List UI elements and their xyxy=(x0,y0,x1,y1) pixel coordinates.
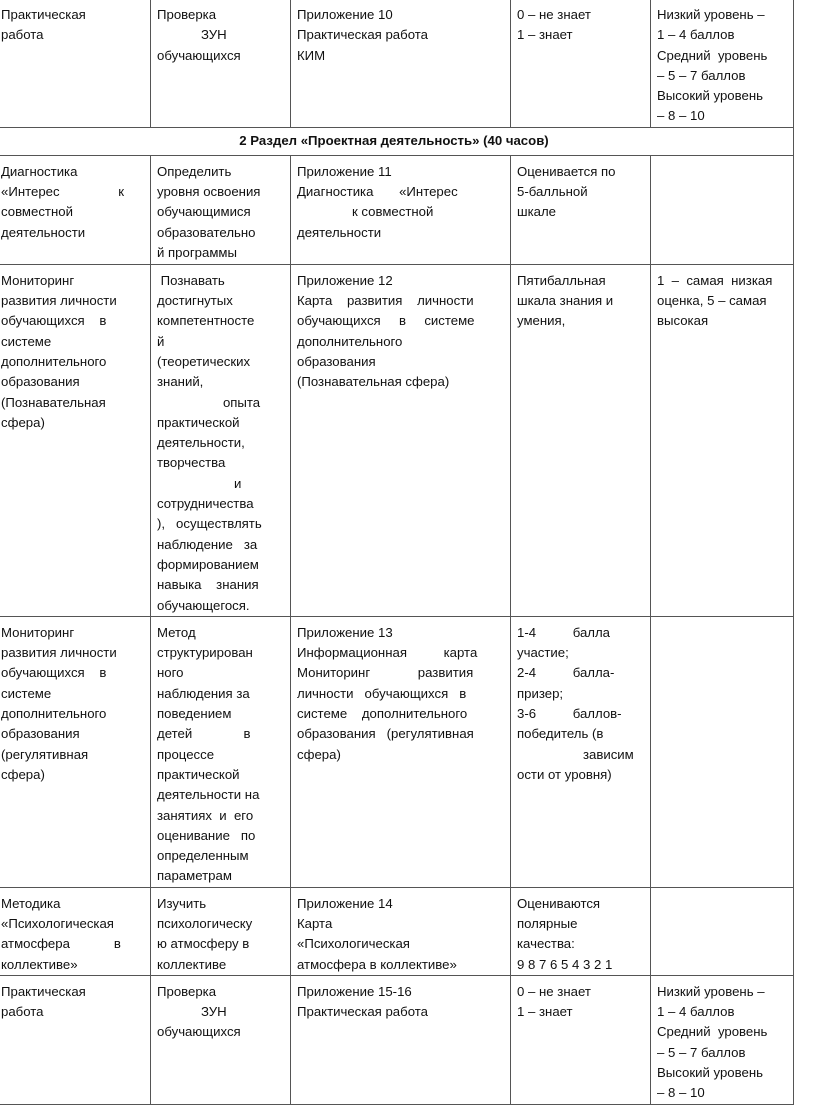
cell-topic xyxy=(0,887,151,975)
cell-text-line: обучающихся xyxy=(157,47,241,63)
cell-text-line: атмосфера в xyxy=(1,936,121,952)
table-row xyxy=(0,975,794,1104)
cell-text-line: Практическая xyxy=(1,7,86,22)
cell-text-line: Приложение 15-16 xyxy=(297,983,412,999)
cell-text-line: процессе xyxy=(157,746,215,762)
cell-text-line: победитель (в xyxy=(517,726,604,742)
cell-goal xyxy=(151,975,291,1104)
section-header-row xyxy=(0,127,794,155)
cell-scale xyxy=(511,264,651,616)
table-row xyxy=(0,0,794,127)
cell-text-line: обучающегося. xyxy=(157,597,250,613)
cell-text-line: знаний, xyxy=(157,374,204,390)
cell-text-line: высокая xyxy=(657,313,709,329)
cell-text-line: обучающимися xyxy=(157,204,251,220)
table-row xyxy=(0,616,794,887)
cell-text-line: Высокий уровень xyxy=(657,88,763,104)
cell-text-line: й xyxy=(157,333,165,349)
cell-text-line: обучающихся в xyxy=(1,313,107,329)
cell-text-line: (Познавательная сфера) xyxy=(297,374,450,390)
cell-text-line: Средний уровень xyxy=(657,47,768,63)
cell-text-line: – 5 – 7 баллов xyxy=(657,1044,746,1060)
cell-text-line: творчества xyxy=(157,455,226,471)
cell-text-line: наблюдение за xyxy=(157,536,258,552)
table-row xyxy=(0,264,794,616)
cell-text-line: развития личности xyxy=(1,645,117,661)
cell-text-line: Метод xyxy=(157,624,196,640)
cell-text-line: – 8 – 10 xyxy=(657,108,705,124)
cell-appendix xyxy=(291,616,511,887)
cell-text-line: к совместной xyxy=(297,204,434,220)
cell-text-line: 0 – не знает xyxy=(517,7,591,22)
cell-text-line: (регулятивная xyxy=(1,746,89,762)
cell-text-line: образования xyxy=(1,726,80,742)
cell-text-line: – 8 – 10 xyxy=(657,1085,705,1101)
cell-text-line: «Интерес к xyxy=(1,184,124,200)
cell-text-line: образования xyxy=(297,353,376,369)
cell-text-line: Практическая работа xyxy=(297,27,428,43)
cell-text-line: атмосфера в коллективе» xyxy=(297,956,457,972)
cell-text-line: Низкий уровень – xyxy=(657,983,765,999)
cell-text-line: Оценивается по xyxy=(517,163,616,179)
cell-text-line: Оцениваются xyxy=(517,895,601,911)
cell-text-line: Практическая xyxy=(1,983,86,999)
cell-text-line: образования xyxy=(1,374,80,390)
section-title: 2 Раздел «Проектная деятельность» (40 часов) xyxy=(0,127,794,155)
cell-text-line: детей в xyxy=(157,726,251,742)
cell-text-line: Приложение 10 xyxy=(297,7,393,22)
cell-scale xyxy=(511,616,651,887)
cell-appendix xyxy=(291,155,511,264)
cell-text-line: призер; xyxy=(517,685,564,701)
cell-text-line: 1 – 4 баллов xyxy=(657,1004,735,1020)
cell-text-line: полярные xyxy=(517,915,578,931)
cell-text-line: сфера) xyxy=(297,746,341,762)
cell-text-line: Приложение 11 xyxy=(297,163,392,179)
cell-text-line: дополнительного xyxy=(297,333,403,349)
cell-text-line: качества: xyxy=(517,936,575,952)
cell-text-line: навыка знания xyxy=(157,577,259,593)
cell-text-line: й программы xyxy=(157,244,237,260)
cell-text-line: наблюдения за xyxy=(157,685,250,701)
cell-text-line: системе xyxy=(1,333,52,349)
cell-text-line: Приложение 14 xyxy=(297,895,393,911)
cell-text-line: поведением xyxy=(157,706,232,722)
cell-text-line: Высокий уровень xyxy=(657,1065,763,1081)
cell-levels xyxy=(651,616,794,887)
cell-text-line: 9 8 7 6 5 4 3 2 1 xyxy=(517,956,613,972)
cell-text-line: сотрудничества xyxy=(157,496,254,512)
cell-text-line: работа xyxy=(1,27,44,43)
cell-text-line: обучающихся в xyxy=(1,665,107,681)
cell-text-line: оценка, 5 – самая xyxy=(657,293,767,309)
cell-text-line: развития личности xyxy=(1,293,117,309)
cell-text-line: зависим xyxy=(517,746,634,762)
cell-text-line: системе xyxy=(1,685,52,701)
cell-text-line: Средний уровень xyxy=(657,1024,768,1040)
cell-text-line: занятиях и его xyxy=(157,807,254,823)
cell-levels xyxy=(651,887,794,975)
cell-text-line: Пятибалльная xyxy=(517,272,606,288)
cell-text-line: 1 – самая низкая xyxy=(657,272,773,288)
cell-text-line: и xyxy=(157,475,242,491)
cell-text-line: деятельности, xyxy=(157,435,245,451)
cell-text-line: ), осуществлять xyxy=(157,516,262,532)
cell-levels xyxy=(651,975,794,1104)
cell-text-line: КИМ xyxy=(297,47,326,63)
cell-text-line: параметрам xyxy=(157,868,232,884)
cell-text-line: Диагностика «Интерес xyxy=(297,184,458,200)
cell-text-line: ЗУН xyxy=(157,27,227,43)
cell-appendix xyxy=(291,975,511,1104)
cell-text-line: Приложение 12 xyxy=(297,272,393,288)
cell-appendix xyxy=(291,264,511,616)
cell-text-line: Проверка xyxy=(157,7,217,22)
cell-text-line: работа xyxy=(1,1004,44,1020)
cell-text-line: Определить xyxy=(157,163,232,179)
cell-text-line: ЗУН xyxy=(157,1004,227,1020)
cell-text-line: Изучить xyxy=(157,895,207,911)
cell-text-line: совместной xyxy=(1,204,73,220)
cell-text-line: умения, xyxy=(517,313,566,329)
cell-levels xyxy=(651,0,794,127)
cell-text-line: – 5 – 7 баллов xyxy=(657,67,746,83)
cell-goal xyxy=(151,264,291,616)
cell-text-line: ного xyxy=(157,665,184,681)
cell-text-line: ости от уровня) xyxy=(517,766,612,782)
cell-scale xyxy=(511,975,651,1104)
cell-text-line: 0 – не знает xyxy=(517,983,591,999)
cell-text-line: Мониторинг xyxy=(1,624,75,640)
cell-text-line: участие; xyxy=(517,645,569,661)
cell-text-line: Методика xyxy=(1,895,61,911)
cell-text-line: 2-4 балла- xyxy=(517,665,615,681)
table-row xyxy=(0,155,794,264)
cell-goal xyxy=(151,616,291,887)
cell-text-line: образовательно xyxy=(157,224,256,240)
cell-text-line: 1 – знает xyxy=(517,1004,573,1020)
cell-text-line: оценивание по xyxy=(157,827,256,843)
cell-appendix xyxy=(291,887,511,975)
cell-levels xyxy=(651,264,794,616)
cell-text-line: обучающихся xyxy=(157,1024,241,1040)
cell-goal xyxy=(151,0,291,127)
cell-text-line: «Психологическая xyxy=(297,936,410,952)
cell-text-line: Низкий уровень – xyxy=(657,7,765,22)
cell-text-line: сфера) xyxy=(1,766,45,782)
cell-text-line: деятельности xyxy=(1,224,86,240)
cell-text-line: опыта xyxy=(157,394,261,410)
cell-text-line: обучающихся в системе xyxy=(297,313,475,329)
cell-text-line: Диагностика xyxy=(1,163,78,179)
cell-text-line: структурирован xyxy=(157,645,253,661)
cell-scale xyxy=(511,0,651,127)
cell-text-line: практической xyxy=(157,414,240,430)
cell-text-line: Информационная карта xyxy=(297,645,478,661)
cell-text-line: дополнительного xyxy=(1,706,107,722)
cell-text-line: шкала знания и xyxy=(517,293,614,309)
cell-topic xyxy=(0,975,151,1104)
cell-text-line: определенным xyxy=(157,848,249,864)
cell-text-line: шкале xyxy=(517,204,557,220)
cell-text-line: 5-балльной xyxy=(517,184,588,200)
cell-text-line: Карта развития личности xyxy=(297,293,474,309)
cell-text-line: (Познавательная xyxy=(1,394,106,410)
cell-text-line: 1 – знает xyxy=(517,27,573,43)
cell-topic xyxy=(0,616,151,887)
cell-text-line: 1 – 4 баллов xyxy=(657,27,735,43)
cell-text-line: дополнительного xyxy=(1,353,107,369)
cell-text-line: 1-4 балла xyxy=(517,624,611,640)
cell-text-line: психологическу xyxy=(157,915,253,931)
cell-levels xyxy=(651,155,794,264)
cell-goal xyxy=(151,887,291,975)
cell-text-line: системе дополнительного xyxy=(297,706,468,722)
cell-topic xyxy=(0,264,151,616)
cell-text-line: компетентносте xyxy=(157,313,255,329)
cell-scale xyxy=(511,887,651,975)
cell-text-line: Проверка xyxy=(157,983,217,999)
cell-text-line: деятельности xyxy=(297,224,382,240)
cell-text-line: ю атмосферу в xyxy=(157,936,250,952)
cell-text-line: коллективе» xyxy=(1,956,78,972)
cell-topic xyxy=(0,0,151,127)
cell-text-line: формированием xyxy=(157,556,259,572)
cell-text-line: достигнутых xyxy=(157,293,233,309)
cell-text-line: Мониторинг развития xyxy=(297,665,474,681)
cell-text-line: 3-6 баллов- xyxy=(517,706,622,722)
cell-text-line: «Психологическая xyxy=(1,915,114,931)
cell-topic xyxy=(0,155,151,264)
cell-text-line: деятельности на xyxy=(157,787,260,803)
cell-goal xyxy=(151,155,291,264)
cell-text-line: практической xyxy=(157,766,240,782)
cell-text-line: Карта xyxy=(297,915,333,931)
cell-text-line: образования (регулятивная xyxy=(297,726,474,742)
cell-text-line: Практическая работа xyxy=(297,1004,428,1020)
table-row xyxy=(0,887,794,975)
cell-text-line: Приложение 13 xyxy=(297,624,393,640)
cell-text-line: личности обучающихся в xyxy=(297,685,467,701)
cell-text-line: сфера) xyxy=(1,414,45,430)
cell-text-line: коллективе xyxy=(157,956,227,972)
cell-scale xyxy=(511,155,651,264)
cell-text-line: уровня освоения xyxy=(157,184,261,200)
cell-text-line: Мониторинг xyxy=(1,272,75,288)
cell-text-line: Познавать xyxy=(157,272,225,288)
cell-text-line: (теоретических xyxy=(157,353,251,369)
cell-appendix xyxy=(291,0,511,127)
